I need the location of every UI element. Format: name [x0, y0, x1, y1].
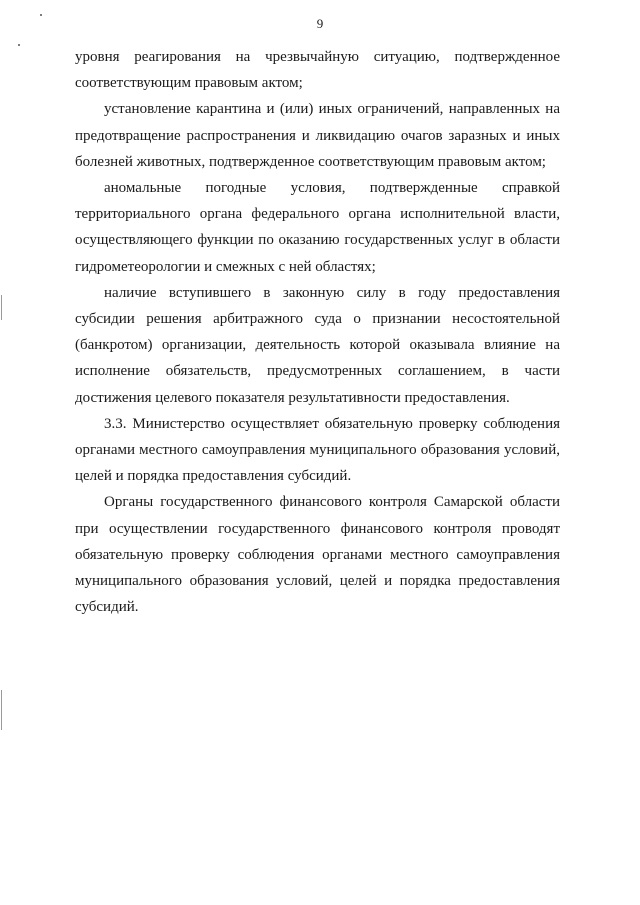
document-body [75, 44, 560, 620]
paragraph-ministry-verification: 3.3. Министерство осуществляет обязательную проверку соблюдения органами местного самоуправления муниципального образования условий, целей и порядка предоставления субсидий. [75, 415, 560, 485]
scan-speck [18, 44, 20, 46]
paragraph-weather-conditions: аномальные погодные условия, подтвержденные справкой территориального органа федерального органа исполнительной власти, осуществляющего функции по оказанию государственных услуг в области гидрометеорологии и смежных с ней областях; [75, 180, 560, 275]
paragraph-quarantine: установление карантина и (или) иных ограничений, направленных на предотвращение распространения и ликвидацию очагов заразных и иных болезней животных, подтвержденное соответствующим правовым актом; [75, 101, 560, 170]
page-number: 9 [316, 16, 324, 31]
scan-edge-line [1, 295, 2, 320]
scan-edge-line [1, 690, 2, 730]
paragraph-financial-control: Органы государственного финансового контроля Самарской области при осуществлении государственного финансового контроля проводят обязательную проверку соблюдения органами местного самоуправления муниципального образования условий, целей и порядка предоставления субсидий. [75, 494, 560, 616]
paragraph-emergency-response: уровня реагирования на чрезвычайную ситуацию, подтвержденное соответствующим правовым актом; [75, 49, 560, 92]
paragraph-bankruptcy-decision: наличие вступившего в законную силу в году предоставления субсидии решения арбитражного суда о признании несостоятельной (банкротом) организации, деятельность которой оказывала влияние на исполнение обязательств, предусмотренных соглашением, в части достижения целевого показателя результативности предоставления. [75, 284, 560, 406]
